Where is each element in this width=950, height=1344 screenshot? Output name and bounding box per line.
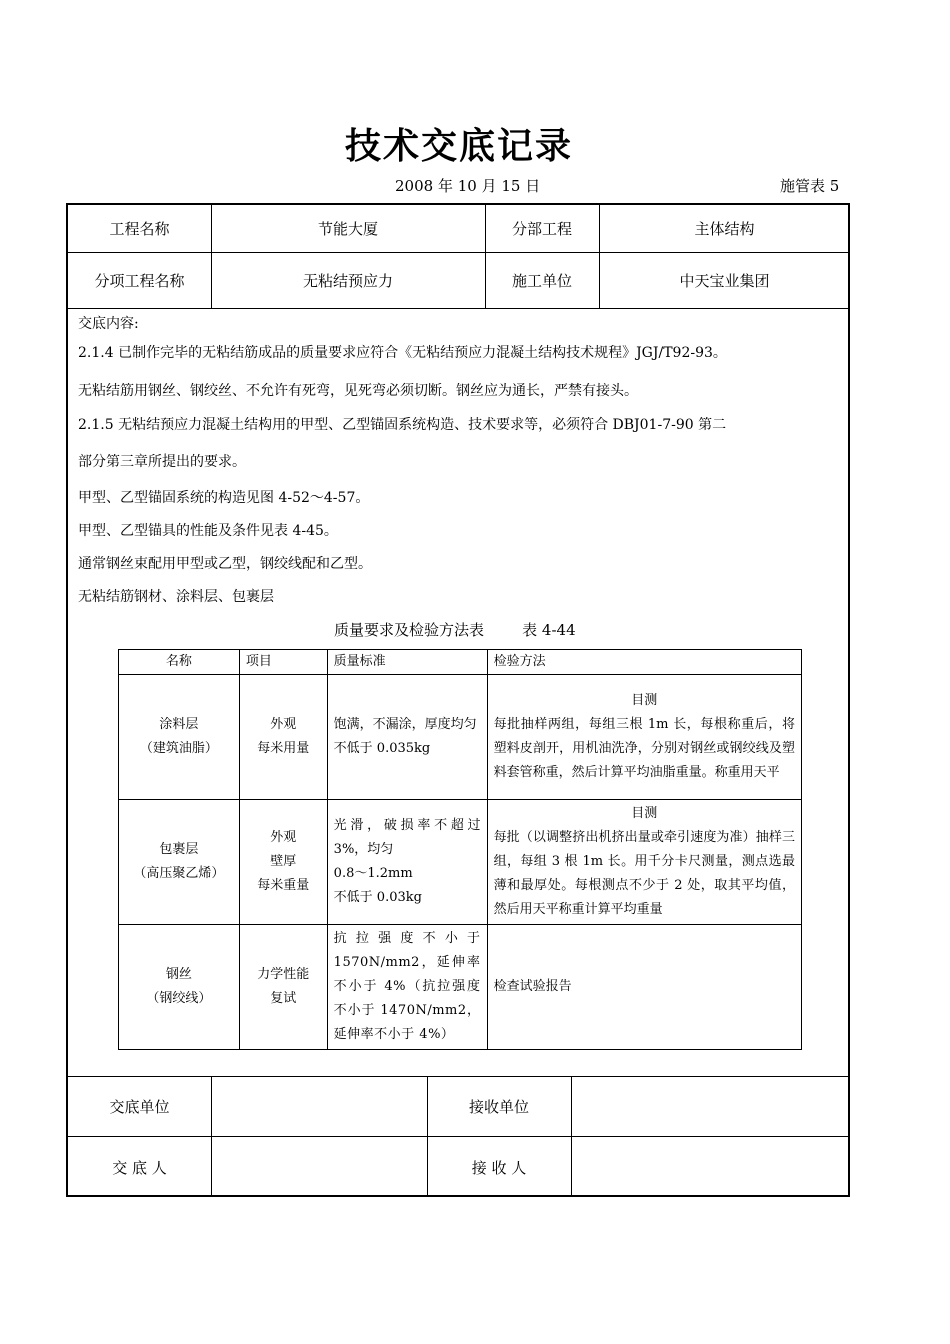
row-standard: 抗拉强度不小于 1570N/mm2，延伸率不小于 4%（抗拉强度不小于 1470N/mm2，延伸率不小于 4%） bbox=[327, 925, 487, 1050]
content-line: 无粘结筋钢材、涂料层、包裹层 bbox=[78, 589, 274, 605]
row-name: 钢丝 （钢绞线） bbox=[119, 925, 240, 1050]
row-method: 检查试验报告 bbox=[487, 925, 801, 1050]
issuer-value[interactable] bbox=[211, 1137, 427, 1197]
division-label: 分部工程 bbox=[511, 220, 572, 238]
row-method: 目测 每批抽样两组，每组三根 1m 长，每根称重后，将塑料皮剖开，用机油洗净，分别对钢丝或钢绞线及塑料套管称重，然后计算平均油脂重量。称重用天平 bbox=[487, 675, 801, 800]
project-name-label: 工程名称 bbox=[109, 220, 170, 238]
row-standard: 饱满，不漏涂，厚度均匀 不低于 0.035kg bbox=[327, 675, 487, 800]
form-number: 施管表 5 bbox=[780, 177, 840, 195]
content-line: 甲型、乙型锚具的性能及条件见表 4-45。 bbox=[78, 523, 338, 539]
col-header-name: 名称 bbox=[119, 650, 240, 675]
row-standard: 光滑，破损率不超过 3%，均匀 0.8～1.2mm 不低于 0.03kg bbox=[327, 800, 487, 925]
table-row bbox=[119, 675, 802, 800]
table-row bbox=[119, 925, 802, 1050]
division-value: 主体结构 bbox=[694, 220, 755, 238]
row-name: 包裹层 （高压聚乙烯） bbox=[119, 800, 240, 925]
content-line: 部分第三章所提出的要求。 bbox=[78, 454, 246, 470]
receiver-value[interactable] bbox=[571, 1137, 850, 1197]
table-row bbox=[119, 800, 802, 925]
col-header-method: 检验方法 bbox=[487, 650, 801, 675]
content-line: 2.1.4 已制作完毕的无粘结筋成品的质量要求应符合《无粘结预应力混凝土结构技术规程》JGJ/T92-93。 bbox=[78, 345, 727, 361]
issuer-label: 交 底 人 bbox=[112, 1158, 167, 1177]
quality-table bbox=[118, 649, 802, 1050]
footer-row-1 bbox=[68, 1076, 848, 1137]
table-caption: 质量要求及检验方法表 表 4-44 bbox=[334, 621, 576, 639]
header-row-2 bbox=[68, 253, 848, 309]
row-method: 目测 每批（以调整挤出机挤出量或牵引速度为准）抽样三组，每组 3 根 1m 长。用千分卡尺测量，测点选最薄和最厚处。每根测点不少于 2 处，取其平均值，然后用天平称重计算平均重量 bbox=[487, 800, 801, 925]
content-line: 甲型、乙型锚固系统的构造见图 4-52～4-57。 bbox=[78, 490, 370, 506]
page-title: 技术交底记录 bbox=[344, 126, 573, 167]
content-line: 无粘结筋用钢丝、钢绞丝、不允许有死弯，见死弯必须切断。钢丝应为通长，严禁有接头。 bbox=[78, 383, 638, 399]
issuer-unit-label: 交底单位 bbox=[109, 1098, 170, 1116]
row-item: 外观 每米用量 bbox=[239, 675, 327, 800]
col-header-item: 项目 bbox=[239, 650, 327, 675]
content-heading: 交底内容: bbox=[78, 316, 139, 332]
row-item: 力学性能 复试 bbox=[239, 925, 327, 1050]
subitem-label: 分项工程名称 bbox=[94, 272, 185, 290]
content-line: 2.1.5 无粘结预应力混凝土结构用的甲型、乙型锚固系统构造、技术要求等，必须符合 DBJ01-7-90 第二 bbox=[78, 417, 727, 433]
content-line: 通常钢丝束配用甲型或乙型，钢绞线配和乙型。 bbox=[78, 556, 372, 572]
receiver-label: 接 收 人 bbox=[471, 1158, 527, 1177]
footer-row-2 bbox=[68, 1137, 848, 1197]
contractor-label: 施工单位 bbox=[511, 272, 572, 290]
col-header-standard: 质量标准 bbox=[327, 650, 487, 675]
subitem-value: 无粘结预应力 bbox=[302, 272, 393, 290]
row-item: 外观 壁厚 每米重量 bbox=[239, 800, 327, 925]
receiver-unit-label: 接收单位 bbox=[468, 1098, 529, 1116]
contractor-value: 中天宝业集团 bbox=[679, 272, 770, 290]
row-name: 涂料层 （建筑油脂） bbox=[119, 675, 240, 800]
project-name-value: 节能大厦 bbox=[317, 220, 378, 238]
record-date: 2008 年 10 月 15 日 bbox=[395, 177, 541, 195]
receiver-unit-value[interactable] bbox=[571, 1077, 850, 1136]
record-form bbox=[66, 203, 850, 1197]
table-header-row bbox=[119, 650, 802, 675]
issuer-unit-value[interactable] bbox=[211, 1077, 427, 1136]
header-row-1 bbox=[68, 205, 848, 253]
